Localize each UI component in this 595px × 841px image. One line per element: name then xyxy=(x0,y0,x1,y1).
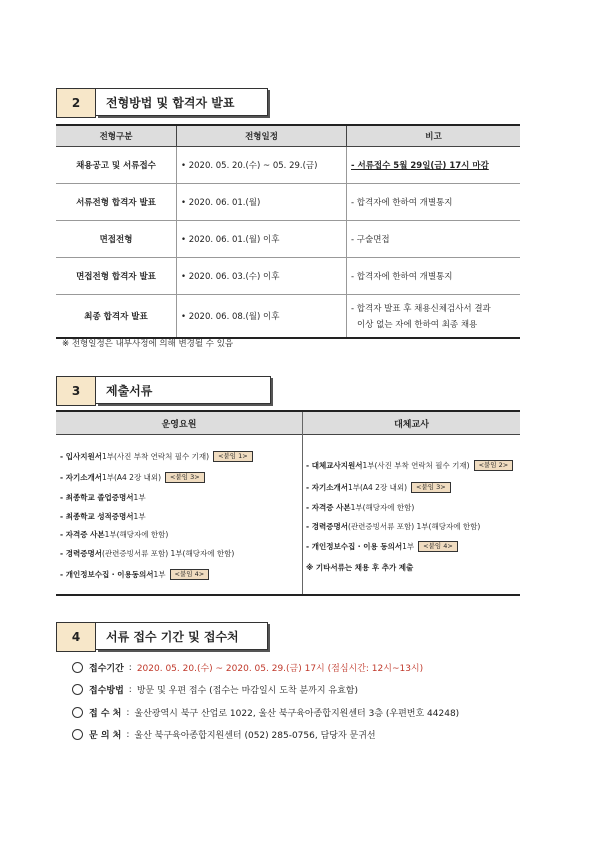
schedule-footnote: ※ 전형일정은 내부사정에 의해 변경될 수 있음 xyxy=(62,339,234,349)
date-cell: • 2020. 06. 03.(수) 이후 xyxy=(177,258,347,295)
info-item xyxy=(72,706,459,719)
attachment-tag: <붙임 3> xyxy=(165,472,205,483)
table-header-row xyxy=(56,125,520,147)
table-row xyxy=(56,184,520,221)
document-detail: 1부 xyxy=(402,542,415,551)
info-value: 방문 및 우편 접수 (접수는 마감일시 도착 분까지 유효함) xyxy=(136,686,359,696)
document-item xyxy=(306,482,451,493)
section-title: 서류 접수 기간 및 접수처 xyxy=(96,622,268,650)
document-detail: 1부(해당자에 한함) xyxy=(104,530,169,539)
document-item xyxy=(306,562,413,573)
document-detail: 1부(A4 2장 내외) xyxy=(101,473,161,482)
section2-header xyxy=(56,88,268,118)
circle-bullet-icon xyxy=(72,729,83,740)
column-header: 운영요원 xyxy=(56,412,302,435)
note-line: 이상 없는 자에 한하여 최종 채용 xyxy=(357,320,478,330)
schedule-table xyxy=(56,124,520,339)
document-name: - 최종학교 졸업증명서 xyxy=(60,493,134,502)
document-item xyxy=(60,472,205,483)
note-cell: - 구술면접 xyxy=(347,221,521,258)
document-item xyxy=(306,541,458,552)
document-detail: 1부(사진 부착 연락처 필수 기재) xyxy=(362,461,470,470)
info-colon: : xyxy=(126,707,130,718)
attachment-tag: <붙임 4> xyxy=(418,541,458,552)
section4-header xyxy=(56,622,268,652)
document-name: - 입사지원서 xyxy=(60,452,102,461)
section-title: 제출서류 xyxy=(96,376,271,404)
attachment-tag: <붙임 2> xyxy=(474,460,514,471)
document-detail: 1부 xyxy=(153,570,166,579)
column-divider xyxy=(302,412,303,594)
document-item xyxy=(306,460,513,471)
note-cell: - 합격자에 한하여 개별통지 xyxy=(347,258,521,295)
info-label: 문 의 처 xyxy=(89,731,122,741)
column-header: 대체교사 xyxy=(303,412,520,435)
info-item xyxy=(72,683,358,696)
circle-bullet-icon xyxy=(72,662,83,673)
document-name: - 경력증명서 xyxy=(306,522,348,531)
info-label: 접 수 처 xyxy=(89,709,122,719)
table-row xyxy=(56,295,520,339)
info-item xyxy=(72,661,423,674)
section-number: 4 xyxy=(56,622,96,652)
document-detail: 1부 xyxy=(133,493,146,502)
document-name: ※ 기타서류는 채용 후 추가 제출 xyxy=(306,563,414,572)
document-name: - 자기소개서 xyxy=(306,483,348,492)
document-name: - 최종학교 성적증명서 xyxy=(60,512,134,521)
date-cell: • 2020. 06. 08.(월) 이후 xyxy=(177,295,347,339)
document-item xyxy=(60,529,168,540)
section-number: 2 xyxy=(56,88,96,118)
info-value: 울산광역시 북구 산업로 1022, 울산 북구육아종합지원센터 3층 (우편번호 44248) xyxy=(134,709,460,719)
table-row xyxy=(56,221,520,258)
document-detail: 1부(사진 부착 연락처 필수 기재) xyxy=(101,452,210,461)
info-label: 접수방법 xyxy=(89,686,124,696)
document-detail: 1부(해당자에 한함) xyxy=(350,503,415,512)
note-cell xyxy=(347,295,521,339)
column-header: 전형일정 xyxy=(177,125,347,147)
date-cell: • 2020. 06. 01.(월) 이후 xyxy=(177,221,347,258)
document-name: - 개인정보수집 · 이용 동의서 xyxy=(306,542,403,551)
circle-bullet-icon xyxy=(72,707,83,718)
document-item xyxy=(60,492,146,503)
document-detail: 1부 xyxy=(133,512,146,521)
section3-header xyxy=(56,376,271,406)
date-cell: • 2020. 05. 20.(수) ~ 05. 29.(금) xyxy=(177,147,347,184)
document-name: - 자격증 사본 xyxy=(306,503,351,512)
document-name: - 경력증명서 xyxy=(60,549,102,558)
stage-cell: 면접전형 합격자 발표 xyxy=(56,258,177,295)
info-item xyxy=(72,728,376,741)
info-colon: : xyxy=(126,729,130,740)
document-item xyxy=(60,451,253,462)
note-line: - 합격자 발표 후 채용신체검사서 결과 xyxy=(351,304,491,314)
column-header: 전형구분 xyxy=(56,125,177,147)
circle-bullet-icon xyxy=(72,684,83,695)
document-item xyxy=(306,521,480,532)
info-colon: : xyxy=(128,684,132,695)
document-name: - 대체교사지원서 xyxy=(306,461,363,470)
document-detail: (관련증빙서류 포함) 1부(해당자에 한함) xyxy=(347,522,481,531)
stage-cell: 채용공고 및 서류접수 xyxy=(56,147,177,184)
note-cell: - 합격자에 한하여 개별통지 xyxy=(347,184,521,221)
info-value: 울산 북구육아종합지원센터 (052) 285-0756, 담당자 문귀선 xyxy=(134,731,376,741)
note-cell xyxy=(347,147,521,184)
note-text: - 서류접수 5월 29일(금) 17시 마감 xyxy=(351,161,489,171)
document-item xyxy=(60,569,209,580)
table-row xyxy=(56,258,520,295)
date-cell: • 2020. 06. 01.(월) xyxy=(177,184,347,221)
document-name: - 자격증 사본 xyxy=(60,530,105,539)
table-row xyxy=(56,147,520,184)
attachment-tag: <붙임 4> xyxy=(170,569,210,580)
document-name: - 개인정보수집 · 이용동의서 xyxy=(60,570,154,579)
info-label: 접수기간 xyxy=(89,664,124,674)
info-value: 2020. 05. 20.(수) ~ 2020. 05. 29.(금) 17시 (점심시간: 12시~13시) xyxy=(136,664,424,674)
stage-cell: 서류전형 합격자 발표 xyxy=(56,184,177,221)
attachment-tag: <붙임 1> xyxy=(213,451,253,462)
document-detail: 1부(A4 2장 내외) xyxy=(347,483,407,492)
document-item xyxy=(60,548,234,559)
document-item xyxy=(306,502,414,513)
document-item xyxy=(60,511,146,522)
document-detail: (관련증빙서류 포함) 1부(해당자에 한함) xyxy=(101,549,235,558)
stage-cell: 면접전형 xyxy=(56,221,177,258)
stage-cell: 최종 합격자 발표 xyxy=(56,295,177,339)
info-colon: : xyxy=(128,662,132,673)
column-header: 비고 xyxy=(347,125,521,147)
attachment-tag: <붙임 3> xyxy=(411,482,451,493)
document-name: - 자기소개서 xyxy=(60,473,102,482)
section-title: 전형방법 및 합격자 발표 xyxy=(96,88,268,116)
section-number: 3 xyxy=(56,376,96,406)
